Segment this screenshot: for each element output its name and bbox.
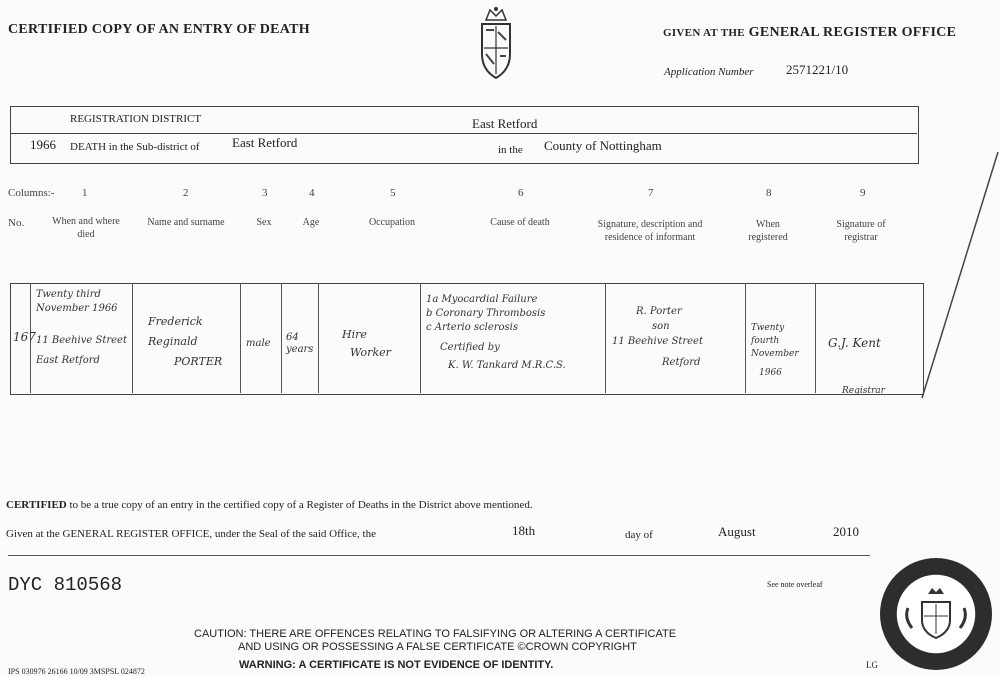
application-number: 2571221/10 <box>786 62 849 77</box>
where-town-line: East Retford <box>36 355 100 366</box>
certification-day: 18th <box>512 523 536 538</box>
royal-crest-icon <box>474 4 518 86</box>
column-divider <box>815 283 816 393</box>
entry-name <box>148 312 222 372</box>
column-1-heading: When and where died <box>52 216 120 240</box>
name-first: Frederick <box>148 315 203 328</box>
entry-when-where <box>36 288 127 368</box>
entry-sex: male <box>246 338 271 349</box>
cause-certifier: K. W. Tankard M.R.C.S. <box>448 360 566 371</box>
column-9-heading: Signature of registrar <box>836 219 886 243</box>
county-value: County of Nottingham <box>544 138 662 153</box>
registered-year: 1966 <box>759 368 782 378</box>
general-register-office-seal-icon <box>878 556 994 672</box>
registrar-signature: G.J. Kent <box>828 336 881 350</box>
column-9-number: 9 <box>860 187 866 199</box>
informant-relation: son <box>652 321 670 332</box>
registered-day-1: Twenty <box>751 323 785 333</box>
name-surname: PORTER <box>174 355 223 368</box>
column-3-heading: Sex <box>256 217 272 228</box>
column-4-heading: Age <box>302 217 320 228</box>
informant-town: Retford <box>662 357 701 368</box>
column-2-number: 2 <box>183 187 189 199</box>
certificate-title: CERTIFIED COPY OF AN ENTRY OF DEATH <box>8 22 310 37</box>
column-divider <box>420 283 421 393</box>
entry-number: 167 <box>13 330 36 344</box>
column-7-heading: Signature, description and residence of informant <box>597 219 703 243</box>
caution-line-2: AND USING OR POSSESSING A FALSE CERTIFICATE ©CROWN COPYRIGHT <box>238 641 637 653</box>
column-divider <box>745 283 746 393</box>
cause-1c: c Arterio sclerosis <box>426 322 519 333</box>
entry-registered <box>751 322 799 380</box>
registration-divider <box>10 133 917 134</box>
registration-district-value: East Retford <box>472 116 538 131</box>
age-unit: years <box>286 344 314 355</box>
given-office: GENERAL REGISTER OFFICE <box>748 25 957 40</box>
when-month-line: November 1966 <box>36 303 118 314</box>
certificate-serial: DYC 810568 <box>8 574 123 596</box>
column-divider <box>132 283 133 393</box>
cause-1b: b Coronary Thrombosis <box>426 308 546 319</box>
column-4-number: 4 <box>309 187 315 199</box>
registration-year: 1966 <box>30 137 56 152</box>
age-value: 64 <box>286 332 299 343</box>
caution-notice <box>194 628 676 654</box>
entry-age <box>286 332 313 356</box>
certified-text: to be a true copy of an entry in the certified copy of a Register of Deaths in the District above mentioned. <box>69 499 533 511</box>
cause-1a: 1a Myocardial Failure <box>426 294 538 305</box>
column-divider <box>281 283 282 393</box>
given-statement: Given at the GENERAL REGISTER OFFICE, under the Seal of the said Office, the <box>6 528 376 540</box>
entry-occupation <box>342 326 391 362</box>
where-street-line: 11 Beehive Street <box>36 335 127 346</box>
registrar-label: Registrar <box>842 386 885 396</box>
occupation-line-2: Worker <box>350 346 391 359</box>
informant-address: 11 Beehive Street <box>612 336 703 347</box>
entry-informant <box>612 304 703 370</box>
certified-statement <box>6 499 533 511</box>
print-code: IPS 030976 26166 10/09 3MSPSL 024872 <box>8 667 145 676</box>
certification-month: August <box>718 524 756 539</box>
see-note-overleaf: See note overleaf <box>767 580 823 589</box>
day-of-label: day of <box>625 529 653 541</box>
column-5-number: 5 <box>390 187 396 199</box>
no-label: No. <box>8 217 25 229</box>
caution-line-1: CAUTION: THERE ARE OFFENCES RELATING TO FALSIFYING OR ALTERING A CERTIFICATE <box>194 628 677 640</box>
cause-certified: Certified by <box>440 342 500 353</box>
registered-day-2: fourth <box>751 336 780 346</box>
column-divider <box>240 283 241 393</box>
column-5-heading: Occupation <box>368 217 416 228</box>
application-number-label: Application Number <box>664 66 754 78</box>
column-divider <box>605 283 606 393</box>
occupation-line-1: Hire <box>342 328 367 341</box>
diagonal-line <box>920 150 1000 400</box>
column-divider <box>318 283 319 393</box>
when-date-line: Twenty third <box>36 289 101 300</box>
certification-rule <box>8 555 870 556</box>
informant-name: R. Porter <box>636 306 682 317</box>
entry-cause <box>426 293 566 373</box>
column-2-heading: Name and surname <box>147 217 225 228</box>
certification-year: 2010 <box>833 524 859 539</box>
subdistrict-value: East Retford <box>232 135 298 150</box>
registered-month: November <box>751 349 799 359</box>
registration-district-label: REGISTRATION DISTRICT <box>70 113 202 125</box>
given-at-office <box>663 25 956 41</box>
column-3-number: 3 <box>262 187 268 199</box>
column-1-number: 1 <box>82 187 88 199</box>
column-7-number: 7 <box>648 187 654 199</box>
column-6-heading: Cause of death <box>490 217 550 228</box>
column-8-number: 8 <box>766 187 772 199</box>
subdistrict-label: DEATH in the Sub-district of <box>70 141 200 153</box>
certified-word: CERTIFIED <box>6 499 67 511</box>
given-prefix: GIVEN AT THE <box>663 27 745 39</box>
column-6-number: 6 <box>518 187 524 199</box>
identity-warning: WARNING: A CERTIFICATE IS NOT EVIDENCE OF IDENTITY. <box>239 659 554 671</box>
columns-label: Columns:- <box>8 187 55 199</box>
name-middle: Reginald <box>148 335 198 348</box>
in-the-label: in the <box>498 144 523 156</box>
column-8-heading: When registered <box>748 219 788 243</box>
corner-code: LG <box>866 660 878 670</box>
